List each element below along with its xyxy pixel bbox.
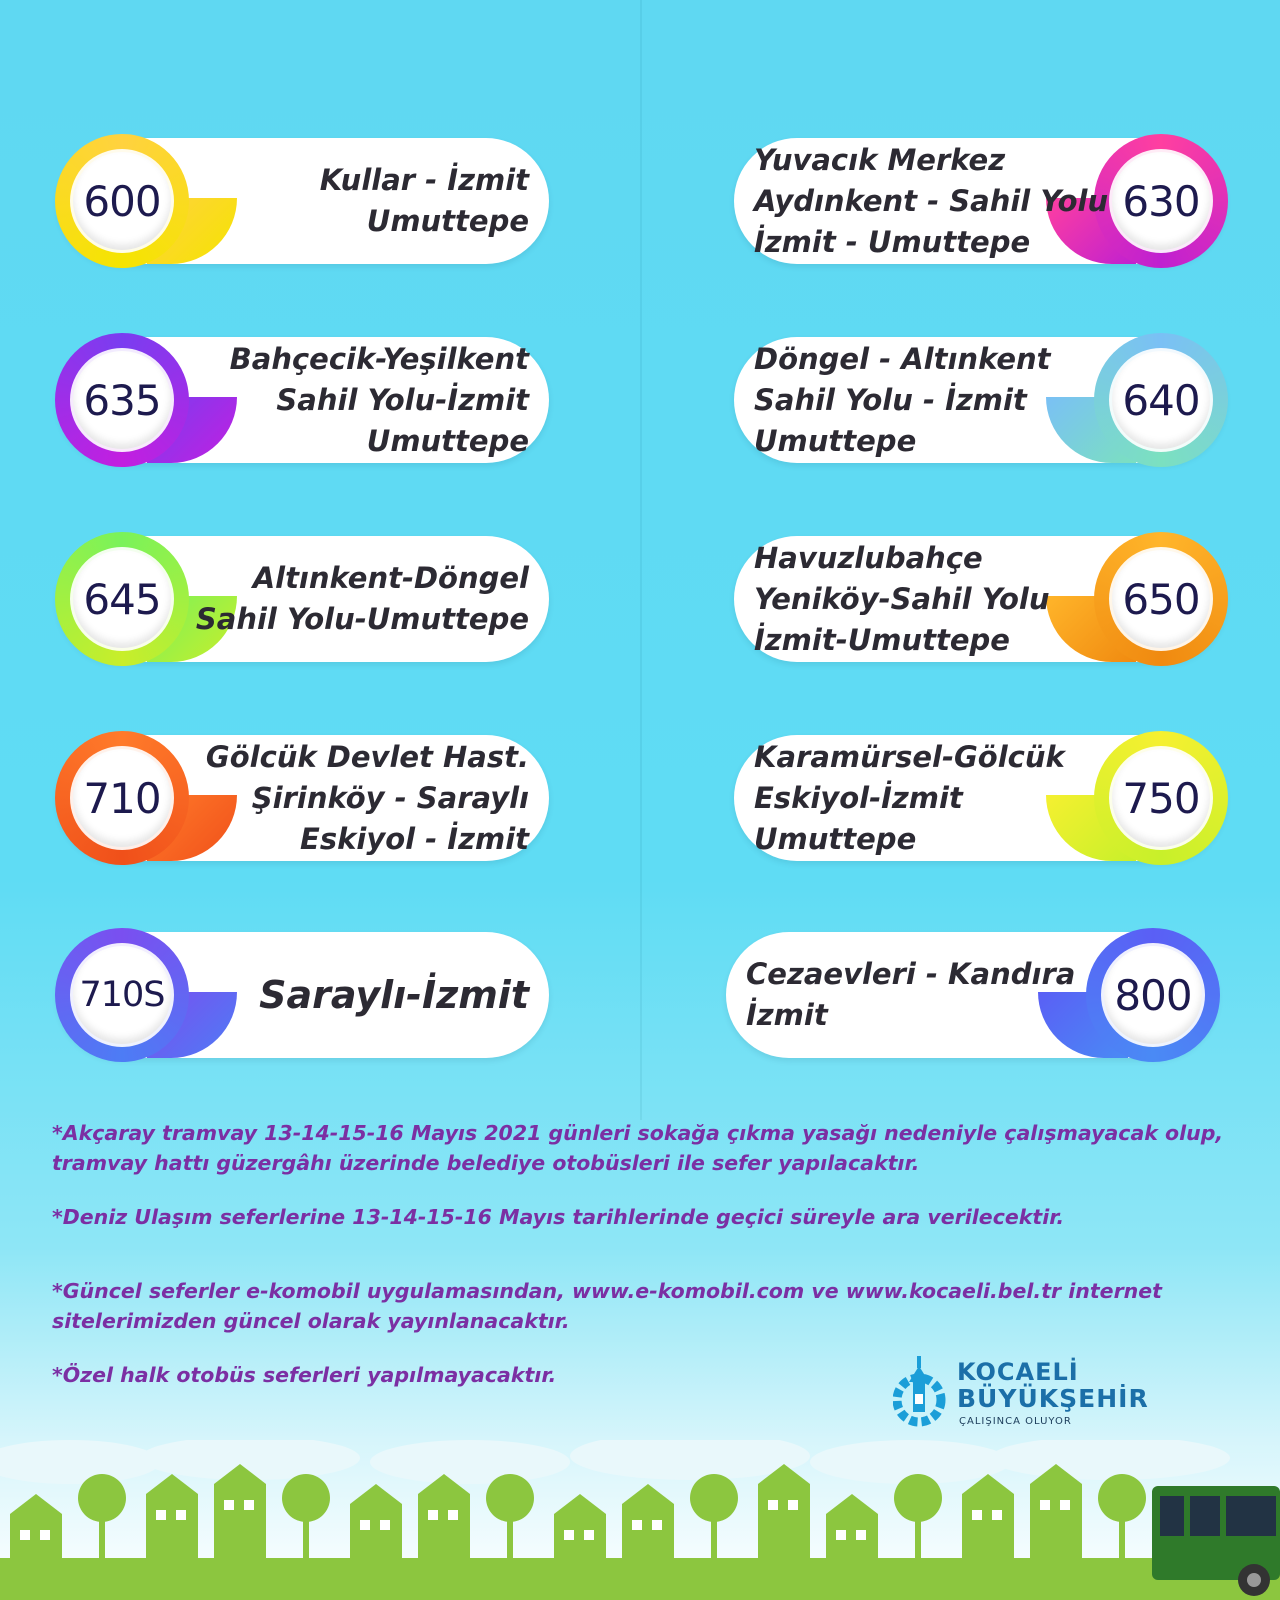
tree-shape xyxy=(894,1474,942,1522)
house-window xyxy=(564,1530,574,1540)
note-private-bus: *Özel halk otobüs seferleri yapılmayacaktır. xyxy=(52,1363,557,1387)
route-stop-line: Umuttepe xyxy=(754,821,917,856)
route-stop-line: Yuvacık Merkez xyxy=(754,142,1006,177)
route-card xyxy=(57,735,549,861)
route-number: 710 xyxy=(73,749,171,847)
route-number-badge xyxy=(1094,333,1228,467)
route-number: 750 xyxy=(1112,749,1210,847)
route-number-badge xyxy=(55,333,189,467)
route-stops xyxy=(754,138,1108,264)
route-stops xyxy=(206,735,529,861)
house-shape xyxy=(826,1494,878,1560)
tree-shape xyxy=(282,1474,330,1522)
note-tramway: *Akçaray tramvay 13-14-15-16 Mayıs 2021 günleri sokağa çıkma yasağı nedeniyle çalışmayacak olup, tramvay hattı güzergâhı üzerinde belediye otobüsleri ile sefer yapılacaktır. xyxy=(52,1121,1224,1175)
route-stop-line: Gölcük Devlet Hast. xyxy=(205,739,529,774)
house-shape xyxy=(146,1474,198,1560)
town-skyline-illustration xyxy=(0,1440,1280,1600)
route-stop-line: Saraylı-İzmit xyxy=(259,972,529,1017)
route-card xyxy=(734,536,1226,662)
route-stop-line: İzmit-Umuttepe xyxy=(754,622,1010,657)
route-card xyxy=(734,735,1226,861)
house-window xyxy=(360,1520,370,1530)
logo-line-2: BÜYÜKŞEHİR xyxy=(957,1384,1149,1413)
tree-trunk xyxy=(303,1516,309,1560)
route-stop-line: Umuttepe xyxy=(754,423,917,458)
note-online-schedule: *Güncel seferler e-komobil uygulamasından, www.e-komobil.com ve www.kocaeli.bel.tr internet sitelerimizden güncel olarak yayınlanacaktır. xyxy=(52,1279,1162,1333)
house-window xyxy=(768,1500,778,1510)
route-number-badge xyxy=(55,532,189,666)
route-number-badge xyxy=(1086,928,1220,1062)
house-shape xyxy=(350,1484,402,1560)
route-stop-line: Döngel - Altınkent xyxy=(754,341,1051,376)
route-stop-line: İzmit - Umuttepe xyxy=(754,224,1031,259)
house-window xyxy=(156,1510,166,1520)
route-number-badge xyxy=(1094,134,1228,268)
route-stops xyxy=(196,536,529,662)
route-number-badge xyxy=(55,731,189,865)
route-card xyxy=(57,932,549,1058)
route-stop-line: Umuttepe xyxy=(366,423,529,458)
house-window xyxy=(632,1520,642,1530)
logo-tagline: ÇALIŞINCA OLUYOR xyxy=(959,1416,1072,1427)
kocaeli-logo xyxy=(893,1352,1193,1432)
house-window xyxy=(380,1520,390,1530)
route-card xyxy=(57,138,549,264)
route-number-badge xyxy=(55,134,189,268)
route-number: 600 xyxy=(73,152,171,250)
route-card xyxy=(57,536,549,662)
route-number: 630 xyxy=(1112,152,1210,250)
house-window xyxy=(224,1500,234,1510)
house-shape xyxy=(10,1494,62,1560)
route-stop-line: Bahçecik-Yeşilkent xyxy=(229,341,529,376)
route-stop-line: İzmit xyxy=(746,998,828,1032)
house-shape xyxy=(554,1494,606,1560)
house-shape xyxy=(214,1464,266,1560)
route-stop-line: Yeniköy-Sahil Yolu xyxy=(754,581,1050,616)
route-stop-line: Sahil Yolu - İzmit xyxy=(754,382,1027,417)
tree-trunk xyxy=(507,1516,513,1560)
tree-shape xyxy=(1098,1474,1146,1522)
route-card xyxy=(57,337,549,463)
route-stops xyxy=(754,735,1065,861)
route-stops xyxy=(754,536,1049,662)
route-stop-line: Cezaevleri - Kandıra xyxy=(746,957,1076,991)
route-stop-line: Şirinköy - Saraylı xyxy=(251,780,529,815)
house-window xyxy=(448,1510,458,1520)
route-stop-line: Altınkent-Döngel xyxy=(252,561,529,595)
route-number: 635 xyxy=(73,351,171,449)
route-card xyxy=(734,138,1226,264)
tree-trunk xyxy=(915,1516,921,1560)
route-stops xyxy=(754,337,1051,463)
house-window xyxy=(836,1530,846,1540)
house-window xyxy=(1040,1500,1050,1510)
house-window xyxy=(40,1530,50,1540)
route-number-badge xyxy=(1094,731,1228,865)
route-stop-line: Sahil Yolu-Umuttepe xyxy=(195,602,529,636)
house-window xyxy=(428,1510,438,1520)
house-shape xyxy=(962,1474,1014,1560)
house-shape xyxy=(1030,1464,1082,1560)
house-window xyxy=(1060,1500,1070,1510)
house-window xyxy=(788,1500,798,1510)
route-stops xyxy=(320,138,529,264)
route-number: 800 xyxy=(1104,946,1202,1044)
route-card xyxy=(734,337,1226,463)
route-stop-line: Sahil Yolu-İzmit xyxy=(276,382,529,417)
house-window xyxy=(584,1530,594,1540)
tree-trunk xyxy=(1119,1516,1125,1560)
house-window xyxy=(20,1530,30,1540)
tree-shape xyxy=(78,1474,126,1522)
route-number-badge xyxy=(1094,532,1228,666)
route-card xyxy=(726,932,1218,1058)
gear-tower-icon xyxy=(893,1352,955,1432)
route-stops xyxy=(746,932,1075,1058)
house-shape xyxy=(758,1464,810,1560)
house-window xyxy=(652,1520,662,1530)
route-stop-line: Havuzlubahçe xyxy=(754,540,983,575)
house-window xyxy=(856,1530,866,1540)
route-stops xyxy=(259,932,529,1058)
route-number: 650 xyxy=(1112,550,1210,648)
house-window xyxy=(972,1510,982,1520)
house-shape xyxy=(622,1484,674,1560)
logo-line-1: KOCAELİ xyxy=(957,1358,1079,1386)
house-shape xyxy=(418,1474,470,1560)
route-stop-line: Karamürsel-Gölcük xyxy=(754,739,1065,774)
house-window xyxy=(992,1510,1002,1520)
route-stop-line: Kullar - İzmit xyxy=(319,163,529,197)
route-stop-line: Eskiyol-İzmit xyxy=(754,780,963,815)
tree-trunk xyxy=(711,1516,717,1560)
route-number-badge xyxy=(55,928,189,1062)
tree-shape xyxy=(690,1474,738,1522)
route-stops xyxy=(230,337,529,463)
route-stop-line: Umuttepe xyxy=(366,204,529,238)
route-stop-line: Eskiyol - İzmit xyxy=(300,821,529,856)
page-fold xyxy=(640,0,642,1120)
route-number: 640 xyxy=(1112,351,1210,449)
tree-trunk xyxy=(99,1516,105,1560)
house-window xyxy=(244,1500,254,1510)
route-stop-line: Aydınkent - Sahil Yolu xyxy=(754,183,1109,218)
route-number: 710S xyxy=(73,946,171,1044)
house-window xyxy=(176,1510,186,1520)
note-sea-transport: *Deniz Ulaşım seferlerine 13-14-15-16 Mayıs tarihlerinde geçici süreyle ara verilecektir. xyxy=(52,1205,1065,1229)
route-number: 645 xyxy=(73,550,171,648)
tree-shape xyxy=(486,1474,534,1522)
